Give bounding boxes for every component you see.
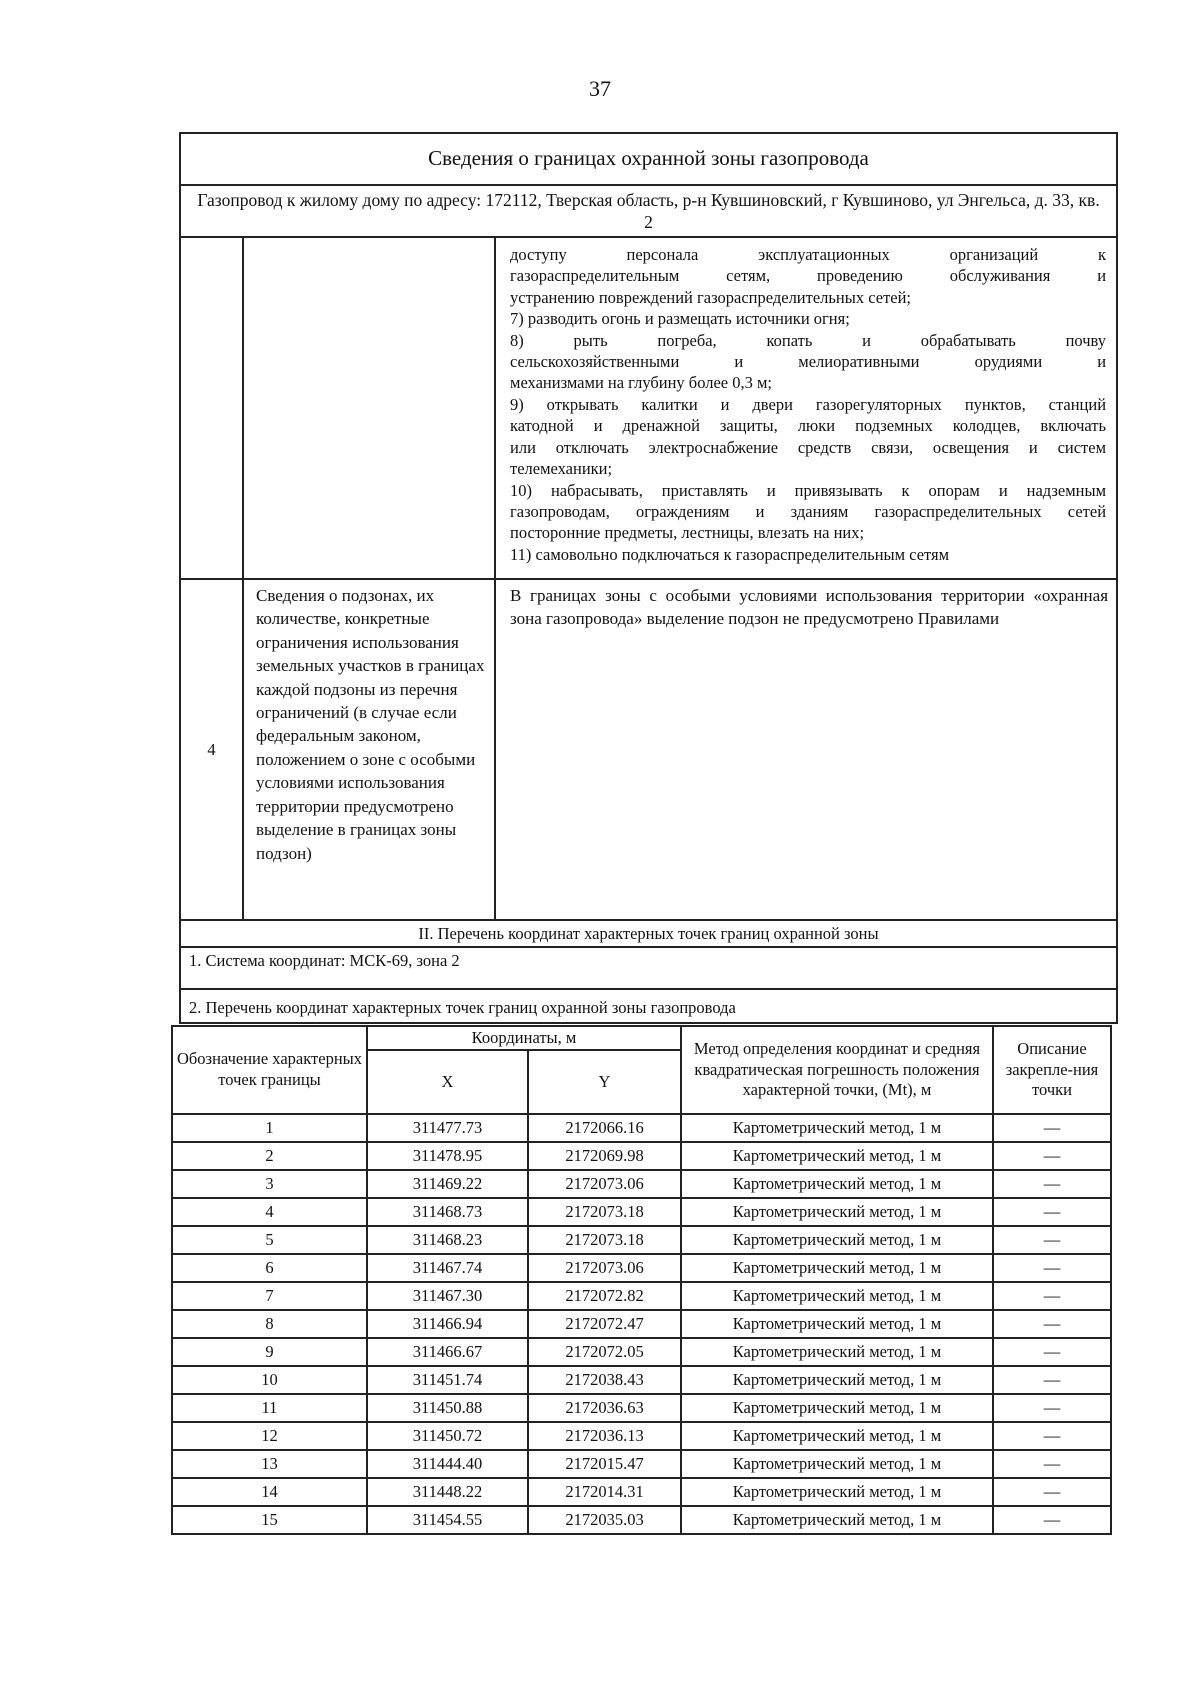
method-cell: Картометрический метод, 1 м [681, 1422, 993, 1450]
x-coordinate-cell: 311466.67 [367, 1338, 528, 1366]
y-coordinate-cell: 2172073.18 [528, 1226, 681, 1254]
point-number-cell: 7 [172, 1282, 367, 1310]
fixing-cell: — [993, 1478, 1111, 1506]
restriction-line: механизмами на глубину более 0,3 м; [510, 373, 773, 393]
fixing-cell: — [993, 1226, 1111, 1254]
y-coordinate-cell: 2172073.06 [528, 1170, 681, 1198]
restriction-line: устранению повреждений газораспределительных сетей; [510, 287, 912, 307]
table-row [172, 1114, 1111, 1142]
x-coordinate-cell: 311478.95 [367, 1142, 528, 1170]
restriction-line: газопроводам, ограждениям и зданиям газораспределительных сетей [510, 502, 1107, 521]
fixing-cell: — [993, 1394, 1111, 1422]
table-row [172, 1338, 1111, 1366]
y-coordinate-cell: 2172073.06 [528, 1254, 681, 1282]
restriction-line: 8) рыть погреба, копать и обрабатывать почву [510, 330, 1107, 350]
x-coordinate-cell: 311468.23 [367, 1226, 528, 1254]
page-number: 37 [589, 76, 611, 101]
y-coordinate-cell: 2172072.05 [528, 1338, 681, 1366]
point-number-cell: 6 [172, 1254, 367, 1282]
x-coordinate-cell: 311467.74 [367, 1254, 528, 1282]
x-coordinate-cell: 311451.74 [367, 1366, 528, 1394]
empty-requirement-cell [243, 237, 495, 579]
fixing-cell: — [993, 1506, 1111, 1534]
table-row [172, 1198, 1111, 1226]
coordinate-list-title: 2. Перечень координат характерных точек границ охранной зоны газопровода [180, 989, 1117, 1022]
restriction-line: посторонние предметы, лестницы, влезать на них; [510, 523, 865, 543]
x-coordinate-cell: 311448.22 [367, 1478, 528, 1506]
x-coordinate-cell: 311467.30 [367, 1282, 528, 1310]
fixing-cell: — [993, 1338, 1111, 1366]
y-coordinate-cell: 2172073.18 [528, 1198, 681, 1226]
fixing-cell: — [993, 1310, 1111, 1338]
fixing-cell: — [993, 1142, 1111, 1170]
table-row [172, 1282, 1111, 1310]
fixing-cell: — [993, 1422, 1111, 1450]
section-heading: II. Перечень координат характерных точек границ охранной зоны [180, 920, 1117, 947]
coordinates-body [172, 1114, 1111, 1534]
fixing-cell: — [993, 1282, 1111, 1310]
header-coordinates: Координаты, м [367, 1026, 681, 1050]
table-row [172, 1366, 1111, 1394]
subzone-requirement: Сведения о подзонах, их количестве, конкретные ограничения использования земельных участков в границах каждой подзоны из перечня ограничений (в случае если федеральным законом, положением о зоне с особыми условиями использования территории предусмотрено выделение в границах зоны подзон) [243, 579, 495, 920]
fixing-cell: — [993, 1198, 1111, 1226]
header-point: Обозначение характерных точек границы [172, 1026, 367, 1114]
method-cell: Картометрический метод, 1 м [681, 1366, 993, 1394]
fixing-cell: — [993, 1114, 1111, 1142]
continued-restrictions [495, 237, 1117, 579]
coordinates-table [171, 1025, 1112, 1535]
method-cell: Картометрический метод, 1 м [681, 1450, 993, 1478]
subzone-description: В границах зоны с особыми условиями использования территории «охранная зона газопровода» выделение подзон не предусмотрено Правилами [495, 579, 1117, 920]
method-cell: Картометрический метод, 1 м [681, 1338, 993, 1366]
x-coordinate-cell: 311450.88 [367, 1394, 528, 1422]
restriction-line: 10) набрасывать, приставлять и привязывать к опорам и надземным [510, 480, 1107, 500]
point-number-cell: 4 [172, 1198, 367, 1226]
y-coordinate-cell: 2172072.47 [528, 1310, 681, 1338]
document-title: Сведения о границах охранной зоны газопровода [180, 133, 1117, 185]
y-coordinate-cell: 2172014.31 [528, 1478, 681, 1506]
method-cell: Картометрический метод, 1 м [681, 1226, 993, 1254]
y-coordinate-cell: 2172066.16 [528, 1114, 681, 1142]
table-row [172, 1478, 1111, 1506]
y-coordinate-cell: 2172072.82 [528, 1282, 681, 1310]
method-cell: Картометрический метод, 1 м [681, 1114, 993, 1142]
header-fixing: Описание закрепле-ния точки [993, 1026, 1111, 1114]
header-x: X [367, 1050, 528, 1114]
method-cell: Картометрический метод, 1 м [681, 1394, 993, 1422]
point-number-cell: 10 [172, 1366, 367, 1394]
x-coordinate-cell: 311477.73 [367, 1114, 528, 1142]
gas-pipeline-address: Газопровод к жилому дому по адресу: 172112, Тверская область, р-н Кувшиновский, г Кувшиново, ул Энгельса, д. 33, кв. 2 [180, 185, 1117, 237]
restriction-line: или отключать электроснабжение средств связи, освещения и систем [510, 437, 1107, 457]
point-number-cell: 11 [172, 1394, 367, 1422]
x-coordinate-cell: 311454.55 [367, 1506, 528, 1534]
x-coordinate-cell: 311444.40 [367, 1450, 528, 1478]
table-row [172, 1142, 1111, 1170]
point-number-cell: 14 [172, 1478, 367, 1506]
fixing-cell: — [993, 1450, 1111, 1478]
table-row [172, 1506, 1111, 1534]
method-cell: Картометрический метод, 1 м [681, 1254, 993, 1282]
restriction-line: 9) открывать калитки и двери газорегуляторных пунктов, станций [510, 394, 1107, 414]
y-coordinate-cell: 2172069.98 [528, 1142, 681, 1170]
y-coordinate-cell: 2172038.43 [528, 1366, 681, 1394]
table-row [172, 1254, 1111, 1282]
header-y: Y [528, 1050, 681, 1114]
point-number-cell: 9 [172, 1338, 367, 1366]
y-coordinate-cell: 2172036.13 [528, 1422, 681, 1450]
method-cell: Картометрический метод, 1 м [681, 1198, 993, 1226]
row-number: 4 [180, 579, 243, 920]
point-number-cell: 1 [172, 1114, 367, 1142]
x-coordinate-cell: 311468.73 [367, 1198, 528, 1226]
empty-number-cell [180, 237, 243, 579]
method-cell: Картометрический метод, 1 м [681, 1478, 993, 1506]
point-number-cell: 5 [172, 1226, 367, 1254]
point-number-cell: 2 [172, 1142, 367, 1170]
method-cell: Картометрический метод, 1 м [681, 1282, 993, 1310]
point-number-cell: 13 [172, 1450, 367, 1478]
point-number-cell: 15 [172, 1506, 367, 1534]
header-method [681, 1026, 993, 1114]
restriction-line: газораспределительным сетям, проведению обслуживания и [510, 266, 1107, 286]
y-coordinate-cell: 2172036.63 [528, 1394, 681, 1422]
restriction-line: 11) самовольно подключаться к газораспределительным сетям [510, 544, 950, 564]
restriction-line: доступу персонала эксплуатационных организаций к [510, 244, 1107, 264]
y-coordinate-cell: 2172035.03 [528, 1506, 681, 1534]
restriction-line: сельскохозяйственными и мелиоративными орудиями и [510, 351, 1107, 371]
method-cell: Картометрический метод, 1 м [681, 1170, 993, 1198]
method-cell: Картометрический метод, 1 м [681, 1506, 993, 1534]
zone-info-table [179, 132, 1118, 1024]
table-row [172, 1450, 1111, 1478]
table-row [172, 1422, 1111, 1450]
point-number-cell: 3 [172, 1170, 367, 1198]
table-row [172, 1394, 1111, 1422]
restriction-line: катодной и дренажной защиты, люки подземных колодцев, включать [510, 416, 1107, 436]
x-coordinate-cell: 311469.22 [367, 1170, 528, 1198]
restriction-line: телемеханики; [510, 459, 613, 479]
x-coordinate-cell: 311450.72 [367, 1422, 528, 1450]
fixing-cell: — [993, 1170, 1111, 1198]
table-row [172, 1310, 1111, 1338]
table-row [172, 1170, 1111, 1198]
method-cell: Картометрический метод, 1 м [681, 1142, 993, 1170]
y-coordinate-cell: 2172015.47 [528, 1450, 681, 1478]
table-row [172, 1226, 1111, 1254]
x-coordinate-cell: 311466.94 [367, 1310, 528, 1338]
point-number-cell: 12 [172, 1422, 367, 1450]
fixing-cell: — [993, 1254, 1111, 1282]
restriction-line: 7) разводить огонь и размещать источники огня; [510, 309, 850, 329]
point-number-cell: 8 [172, 1310, 367, 1338]
header-method-text: Метод определения координат и средняя квадратическая погрешность положения характерной точки, (Mt), м [693, 1039, 981, 1100]
method-cell: Картометрический метод, 1 м [681, 1310, 993, 1338]
coordinate-system: 1. Система координат: МСК-69, зона 2 [180, 947, 1117, 989]
continued-restrictions-lines [510, 244, 1106, 566]
fixing-cell: — [993, 1366, 1111, 1394]
